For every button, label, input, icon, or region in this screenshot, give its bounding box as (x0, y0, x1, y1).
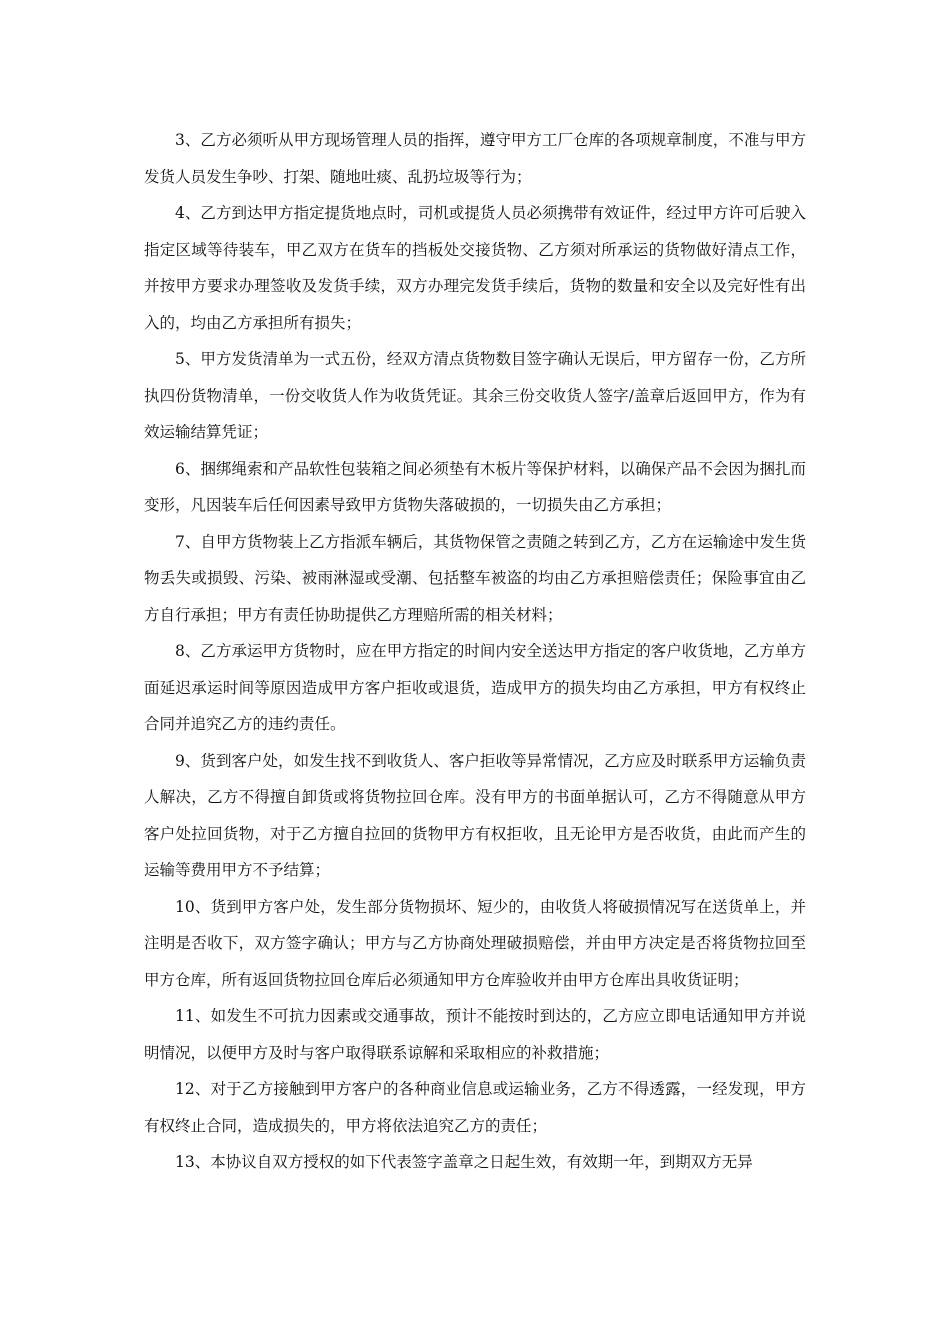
clause-5: 5、甲方发货清单为一式五份，经双方清点货物数目签字确认无误后，甲方留存一份，乙方所执四份货物清单，一份交收货人作为收货凭证。其余三份交收货人签字/盖章后返回甲方，作为有效运输结算凭证； (144, 350, 806, 441)
clause-12: 12、对于乙方接触到甲方客户的各种商业信息或运输业务，乙方不得透露，一经发现，甲方有权终止合同，造成损失的，甲方将依法追究乙方的责任； (144, 1080, 806, 1135)
contract-body (144, 122, 806, 1181)
clause-11: 11、如发生不可抗力因素或交通事故，预计不能按时到达的，乙方应立即电话通知甲方并说明情况，以便甲方及时与客户取得联系谅解和采取相应的补救措施； (144, 1007, 806, 1062)
clause-9: 9、货到客户处，如发生找不到收货人、客户拒收等异常情况，乙方应及时联系甲方运输负责人解决，乙方不得擅自卸货或将货物拉回仓库。没有甲方的书面单据认可，乙方不得随意从甲方客户处拉回货物，对于乙方擅自拉回的货物甲方有权拒收，且无论甲方是否收货，由此而产生的运输等费用甲方不予结算； (144, 751, 806, 879)
clause-8: 8、乙方承运甲方货物时，应在甲方指定的时间内安全送达甲方指定的客户收货地，乙方单方面延迟承运时间等原因造成甲方客户拒收或退货，造成甲方的损失均由乙方承担，甲方有权终止合同并追究乙方的违约责任。 (144, 642, 806, 733)
clause-13: 13、本协议自双方授权的如下代表签字盖章之日起生效，有效期一年，到期双方无异 (175, 1153, 753, 1171)
clause-10: 10、货到甲方客户处，发生部分货物损坏、短少的，由收货人将破损情况写在送货单上，并注明是否收下，双方签字确认；甲方与乙方协商处理破损赔偿，并由甲方决定是否将货物拉回至甲方仓库，所有返回货物拉回仓库后必须通知甲方仓库验收并由甲方仓库出具收货证明； (144, 897, 806, 989)
clause-4: 4、乙方到达甲方指定提货地点时，司机或提货人员必须携带有效证件，经过甲方许可后驶入指定区域等待装车，甲乙双方在货车的挡板处交接货物、乙方须对所承运的货物做好清点工作，并按甲方要求办理签收及发货手续，双方办理完发货手续后，货物的数量和安全以及完好性有出入的，均由乙方承担所有损失； (144, 204, 806, 332)
clause-6: 6、捆绑绳索和产品软性包装箱之间必须垫有木板片等保护材料，以确保产品不会因为捆扎而变形，凡因装车后任何因素导致甲方货物失落破损的，一切损失由乙方承担； (144, 459, 806, 514)
clause-3: 3、乙方必须听从甲方现场管理人员的指挥，遵守甲方工厂仓库的各项规章制度，不准与甲方发货人员发生争吵、打架、随地吐痰、乱扔垃圾等行为； (144, 131, 806, 186)
clause-7: 7、自甲方货物装上乙方指派车辆后，其货物保管之责随之转到乙方，乙方在运输途中发生货物丢失或损毁、污染、被雨淋湿或受潮、包括整车被盗的均由乙方承担赔偿责任；保险事宜由乙方自行承担；甲方有责任协助提供乙方理赔所需的相关材料； (144, 532, 806, 624)
